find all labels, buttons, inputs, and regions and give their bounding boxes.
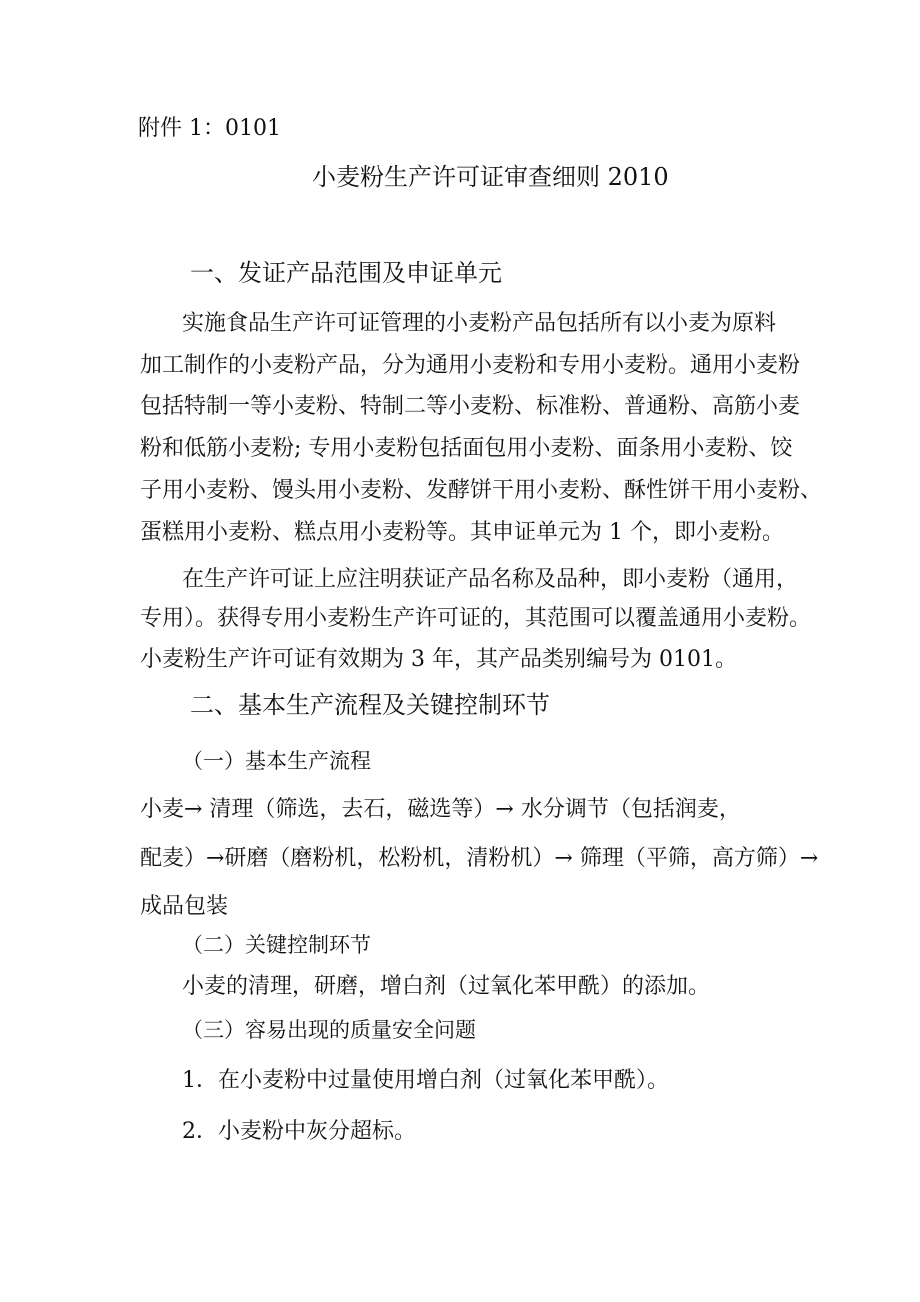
para2-line: 小麦粉生产许可证有效期为 3 年，其产品类别编号为 0101。 [140, 647, 737, 672]
attachment-label: 附件 1：0101 [138, 116, 281, 141]
para1-line: 实施食品生产许可证管理的小麦粉产品包括所有以小麦为原料 [182, 311, 777, 336]
subsection-3-heading: （三）容易出现的质量安全问题 [182, 1018, 476, 1042]
para1-line: 子用小麦粉、馒头用小麦粉、发酵饼干用小麦粉、酥性饼干用小麦粉、 [140, 478, 823, 503]
para1-line: 包括特制一等小麦粉、特制二等小麦粉、标准粉、普通粉、高筋小麦 [140, 394, 801, 419]
issue-item: 1．在小麦粉中过量使用增白剂（过氧化苯甲酰）。 [182, 1068, 669, 1093]
section-1-heading: 一、发证产品范围及申证单元 [190, 259, 502, 287]
process-flow-line: 成品包装 [140, 894, 229, 919]
issue-item: 2．小麦粉中灰分超标。 [182, 1119, 416, 1144]
section-2-heading: 二、基本生产流程及关键控制环节 [190, 691, 550, 719]
process-flow-line: 配麦）→研磨（磨粉机，松粉机，清粉机）→ 筛理（平筛，高方筛）→ [140, 846, 819, 871]
document-title: 小麦粉生产许可证审查细则 2010 [312, 163, 669, 191]
para1-line: 粉和低筋小麦粉; 专用小麦粉包括面包用小麦粉、面条用小麦粉、饺 [140, 436, 793, 461]
process-flow-line: 小麦→ 清理（筛选，去石，磁选等）→ 水分调节（包括润麦， [140, 797, 741, 822]
para2-line: 专用）。获得专用小麦粉生产许可证的，其范围可以覆盖通用小麦粉。 [140, 606, 812, 631]
para1-line: 蛋糕用小麦粉、糕点用小麦粉等。其申证单元为 1 个，即小麦粉。 [140, 520, 784, 545]
para1-line: 加工制作的小麦粉产品，分为通用小麦粉和专用小麦粉。通用小麦粉 [140, 353, 801, 378]
key-control-text: 小麦的清理，研磨，增白剂（过氧化苯甲酰）的添加。 [182, 974, 711, 999]
subsection-2-heading: （二）关键控制环节 [182, 933, 371, 957]
para2-line: 在生产许可证上应注明获证产品名称及品种，即小麦粉（通用， [182, 567, 799, 592]
subsection-1-heading: （一）基本生产流程 [182, 749, 371, 773]
